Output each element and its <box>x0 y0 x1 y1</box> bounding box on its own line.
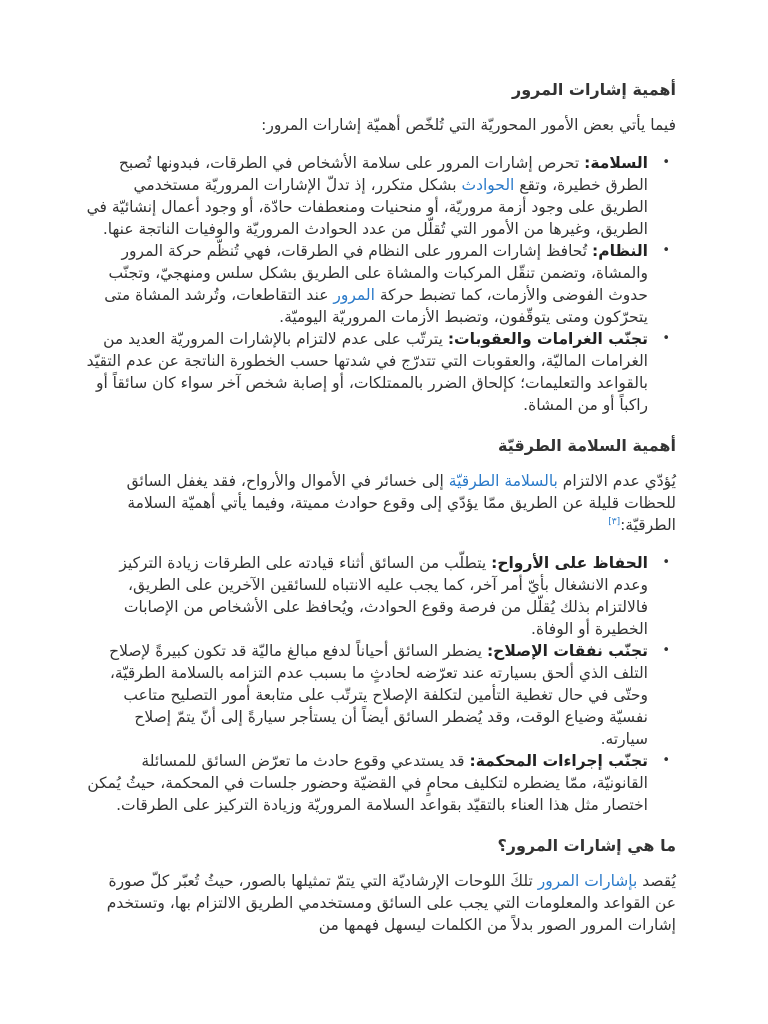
item-head: تجنّب نفقات الإصلاح: <box>486 642 648 660</box>
list-item-lives: • الحفاظ على الأرواح: يتطلّب من السائق أثناء قيادته على الطرقات زيادة التركيز وعدم الانشغال بأيّ أمر آخر، كما يجب عليه الانتباه للسائقين الآخرين على الطريق، فالالتزام بذلك يُقلّل من فرصة وقوع الحوادث، ويُحافظ على الأشخاص من الإصابات الخطيرة أو الوفاة. <box>86 552 648 640</box>
reference-link[interactable]: [٣] <box>608 516 621 527</box>
item-head: تجنّب إجراءات المحكمة: <box>469 752 648 770</box>
link-road-safety[interactable]: بالسلامة الطرقيّة <box>448 472 558 490</box>
link-accidents[interactable]: الحوادث <box>461 176 515 194</box>
section-title-what-are-signals: ما هي إشارات المرور؟ <box>497 836 676 855</box>
list-item-order: • النظام: تُحافظ إشارات المرور على النظام في الطرقات، فهي تُنظّم حركة المرور والمشاة، وتضمن تنقّل المركبات والمشاة على الطريق بشكل سلس ومنهجيّ، وتجنّب حدوث الفوضى والأزمات، كما تضبط حركة المرور عند التقاطعات، وتُرشد المشاة متى يتحرّكون ومتى يتوقّفون، وتضبط الأزمات المروريّة اليوميّة. <box>86 240 648 328</box>
section1-list <box>86 152 676 416</box>
section-title-road-safety-importance: أهمية السلامة الطرقيّة <box>498 436 676 455</box>
list-item-fines: • تجنّب الغرامات والعقوبات: يترتّب على عدم لالتزام بالإشارات المروريّة العديد من الغرامات الماليّة، والعقوبات التي تتدرّج في شدتها حسب الخطورة الناتجة عن عدم التقيّد بالقواعد والتعليمات؛ كإلحاق الضرر بالممتلكات، أو إصابة شخص آخر سواء كان سائقاً أو راكباً أو من المشاة. <box>86 328 648 416</box>
item-head: السلامة: <box>584 154 648 172</box>
article <box>86 78 676 952</box>
list-item-safety: • السلامة: تحرص إشارات المرور على سلامة الأشخاص في الطرقات، فبدونها تُصبح الطرق خطيرة، وتقع الحوادث بشكل متكرر، إذ تدلّ الإشارات المروريّة مستخدمي الطريق على وجود أزمة مروريّة، أو منحنيات ومنعطفات حادّة، أو وجود أعمال إنشائيّة في الطريق، وغيرها من الأمور التي تُقلّل من عدد الحوادث المروريّة والوفيات الناتجة عنها. <box>86 152 648 240</box>
section2-intro: يُؤدّي عدم الالتزام بالسلامة الطرقيّة إلى خسائر في الأموال والأرواح، فقد يغفل السائق للحظات قليلة عن الطريق ممّا يؤدّي إلى وقوع حوادث مميتة، وفيما يأتي أهميّة السلامة الطرقيّة:[٣] <box>126 472 676 534</box>
list-item-court: • تجنّب إجراءات المحكمة: قد يستدعي وقوع حادث ما تعرّض السائق للمسائلة القانونيّة، ممّا يضطره لتكليف محامٍ في القضيّة وحضور جلسات في المحكمة، حيثُ يُمكن اختصار مثل هذا العناء بالتقيّد بقواعد السلامة المروريّة وزيادة التركيز على الطرقات. <box>86 750 648 816</box>
section-title-traffic-signals-importance: أهمية إشارات المرور <box>511 80 676 99</box>
link-traffic[interactable]: المرور <box>333 286 375 304</box>
list-item-repair-costs: • تجنّب نفقات الإصلاح: يضطر السائق أحياناً لدفع مبالغ ماليّة قد تكون كبيرةً لإصلاح التلف الذي ألحق بسيارته عند تعرّضه لحادثٍ ما بسبب عدم التزامه بالسلامة الطرقيّة، وحتّى في حال تغطية التأمين لتكلفة الإصلاح يترتّب على متابعة أمور التصليح متاعب نفسيّة وضياع الوقت، وقد يُضطر السائق أيضاً أن يستأجر سيارةً إلى أنّ يتمّ إصلاح سيارته. <box>86 640 648 750</box>
item-head: الحفاظ على الأرواح: <box>491 554 648 572</box>
section3-paragraph: يُقصد بإشارات المرور تلكَ اللوحات الإرشاديّة التي يتمّ تمثيلها بالصور، حيثُ تُعبّر كلّ صورة عن القواعد والمعلومات التي يجب على السائق ومستخدمي الطريق الالتزام بها، وتستخدم إشارات المرور الصور بدلاً من الكلمات ليسهل فهمها من <box>106 872 676 934</box>
link-traffic-signals[interactable]: بإشارات المرور <box>537 872 638 890</box>
item-head: النظام: <box>592 242 648 260</box>
section1-intro: فيما يأتي بعض الأمور المحوريّة التي تُلخّص أهميّة إشارات المرور: <box>261 116 676 134</box>
section2-list <box>86 552 676 816</box>
item-head: تجنّب الغرامات والعقوبات: <box>447 330 648 348</box>
